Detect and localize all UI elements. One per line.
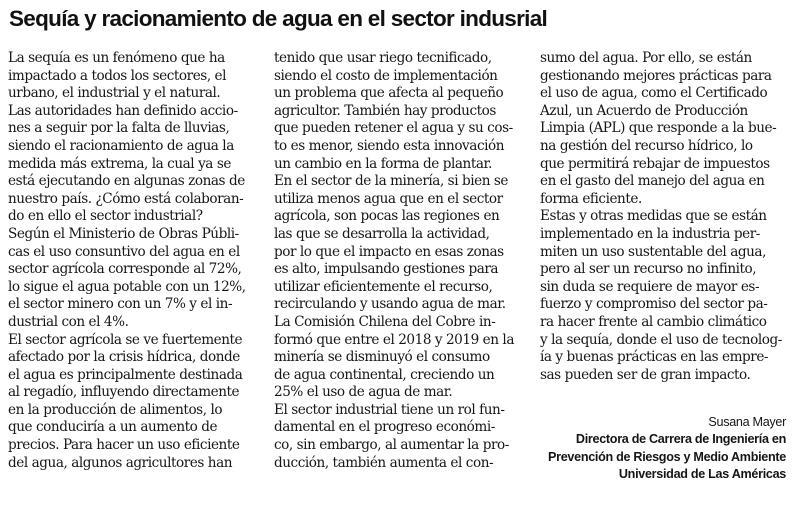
text-line: un cambio en la forma de plantar.	[274, 155, 492, 172]
text-line: ducción, también aumenta el con-	[274, 454, 494, 471]
text-line: tenido que usar riego tecnificado,	[274, 50, 492, 66]
text-line: 25% el uso de agua de mar.	[274, 384, 453, 401]
text-line: sumo del agua. Por ello, se están	[540, 50, 752, 66]
text-line: pero al ser un recurso no infinito,	[540, 261, 757, 278]
text-line: el uso de agua, como el Certificado	[540, 85, 768, 102]
text-line: to es menor, siendo esta innovación	[274, 137, 505, 154]
author-role-line: Directora de Carrera de Ingeniería en	[575, 432, 786, 447]
text-line: afectado por la crisis hídrica, donde	[8, 349, 240, 366]
text-line: dustrial con el 4%.	[8, 313, 129, 330]
text-line: damental en el progreso económi-	[274, 419, 495, 436]
text-line: co, sin embargo, al aumentar la pro-	[274, 437, 509, 454]
author-institution-line: Universidad de Las Américas	[618, 467, 786, 482]
text-line: por lo que el impacto en esas zonas	[274, 243, 504, 260]
text-line: impactado a todos los sectores, el	[8, 67, 227, 84]
text-line: siendo el costo de implementación	[274, 67, 498, 84]
text-line: en el gasto del manejo del agua en	[540, 173, 765, 190]
text-line: El sector agrícola se ve fuertemente	[8, 331, 243, 348]
text-line: utiliza menos agua que en el sector	[274, 190, 503, 207]
text-line: de agua continental, creciendo un	[274, 366, 495, 383]
text-line: La sequía es un fenómeno que ha	[8, 50, 225, 66]
text-line: el sector minero con un 7% y el in-	[8, 296, 233, 313]
text-line: precios. Para hacer un uso eficiente	[8, 437, 240, 454]
text-line: es alto, impulsando gestiones para	[274, 261, 499, 278]
text-line: el agua es principalmente destinada	[8, 366, 243, 383]
text-line: que conduciría a un aumento de	[8, 419, 218, 436]
article-title: Sequía y racionamiento de agua en el sector indusrial	[9, 6, 548, 31]
text-line: sin duda se requiere de mayor es-	[540, 278, 760, 295]
text-line: las que se desarrolla la actividad,	[274, 225, 490, 242]
text-line: siendo el racionamiento de agua la	[8, 137, 234, 154]
text-line: agricultor. También hay productos	[274, 102, 496, 119]
text-line: cas el uso consuntivo del agua en el	[8, 243, 240, 260]
text-line: un problema que afecta al pequeño	[274, 85, 504, 102]
article-column-2	[274, 50, 536, 472]
text-line: que pueden retener el agua y su cos-	[274, 120, 513, 137]
text-line: implementado en la industria per-	[540, 225, 760, 242]
text-line: La Comisión Chilena del Cobre in-	[274, 313, 496, 330]
text-line: que permitirá rebajar de impuestos	[540, 155, 770, 172]
text-line: del agua, algunos agricultores han	[8, 454, 233, 471]
author-signature	[548, 414, 786, 484]
text-line: minería se disminuyó el consumo	[274, 349, 490, 366]
text-line: miten un uso sustentable del agua,	[540, 243, 766, 260]
text-line: forma eficiente.	[540, 190, 642, 207]
text-line: ía y buenas prácticas en las empre-	[540, 349, 769, 366]
text-line: Estas y otras medidas que se están	[540, 208, 767, 225]
text-line: sas pueden ser de gran impacto.	[540, 366, 751, 383]
author-department-line: Prevención de Riesgos y Medio Ambiente	[548, 449, 786, 464]
text-line: El sector industrial tiene un rol fun-	[274, 401, 505, 418]
text-line: al regadío, influyendo directamente	[8, 384, 240, 401]
text-line: nes a seguir por la falta de lluvias,	[8, 120, 230, 137]
text-line: Azul, un Acuerdo de Producción	[540, 102, 748, 119]
text-line: medida más extrema, la cual ya se	[8, 155, 231, 172]
text-line: Limpia (APL) que responde a la bue-	[540, 120, 777, 137]
text-line: urbano, el industrial y el natural.	[8, 85, 221, 102]
text-line: na gestión del recurso hídrico, lo	[540, 137, 753, 154]
author-name: Susana Mayer	[708, 415, 786, 429]
text-line: do en ello el sector industrial?	[8, 208, 203, 225]
text-line: Según el Ministerio de Obras Públi-	[8, 225, 239, 242]
text-line: gestionando mejores prácticas para	[540, 67, 772, 84]
text-line: y la sequía, donde el uso de tecnolog-	[540, 331, 782, 348]
text-line: ra hacer frente al cambio climático	[540, 313, 767, 330]
article-column-1	[8, 50, 270, 472]
text-line: nuestro país. ¿Cómo está colaboran-	[8, 190, 244, 207]
text-line: utilizar eficientemente el recurso,	[274, 278, 493, 295]
text-line: está ejecutando en algunas zonas de	[8, 173, 245, 190]
text-line: recirculando y usando agua de mar.	[274, 296, 506, 313]
text-line: fuerzo y compromiso del sector pa-	[540, 296, 768, 313]
text-line: En el sector de la minería, si bien se	[274, 173, 509, 190]
text-line: Las autoridades han definido accio-	[8, 102, 238, 119]
text-line: agrícola, son pocas las regiones en	[274, 208, 500, 225]
text-line: lo sigue el agua potable con un 12%,	[8, 278, 246, 295]
text-line: en la producción de alimentos, lo	[8, 401, 223, 418]
article-column-3	[540, 50, 790, 384]
text-line: sector agrícola corresponde al 72%,	[8, 261, 242, 278]
text-line: formó que entre el 2018 y 2019 en la	[274, 331, 514, 348]
